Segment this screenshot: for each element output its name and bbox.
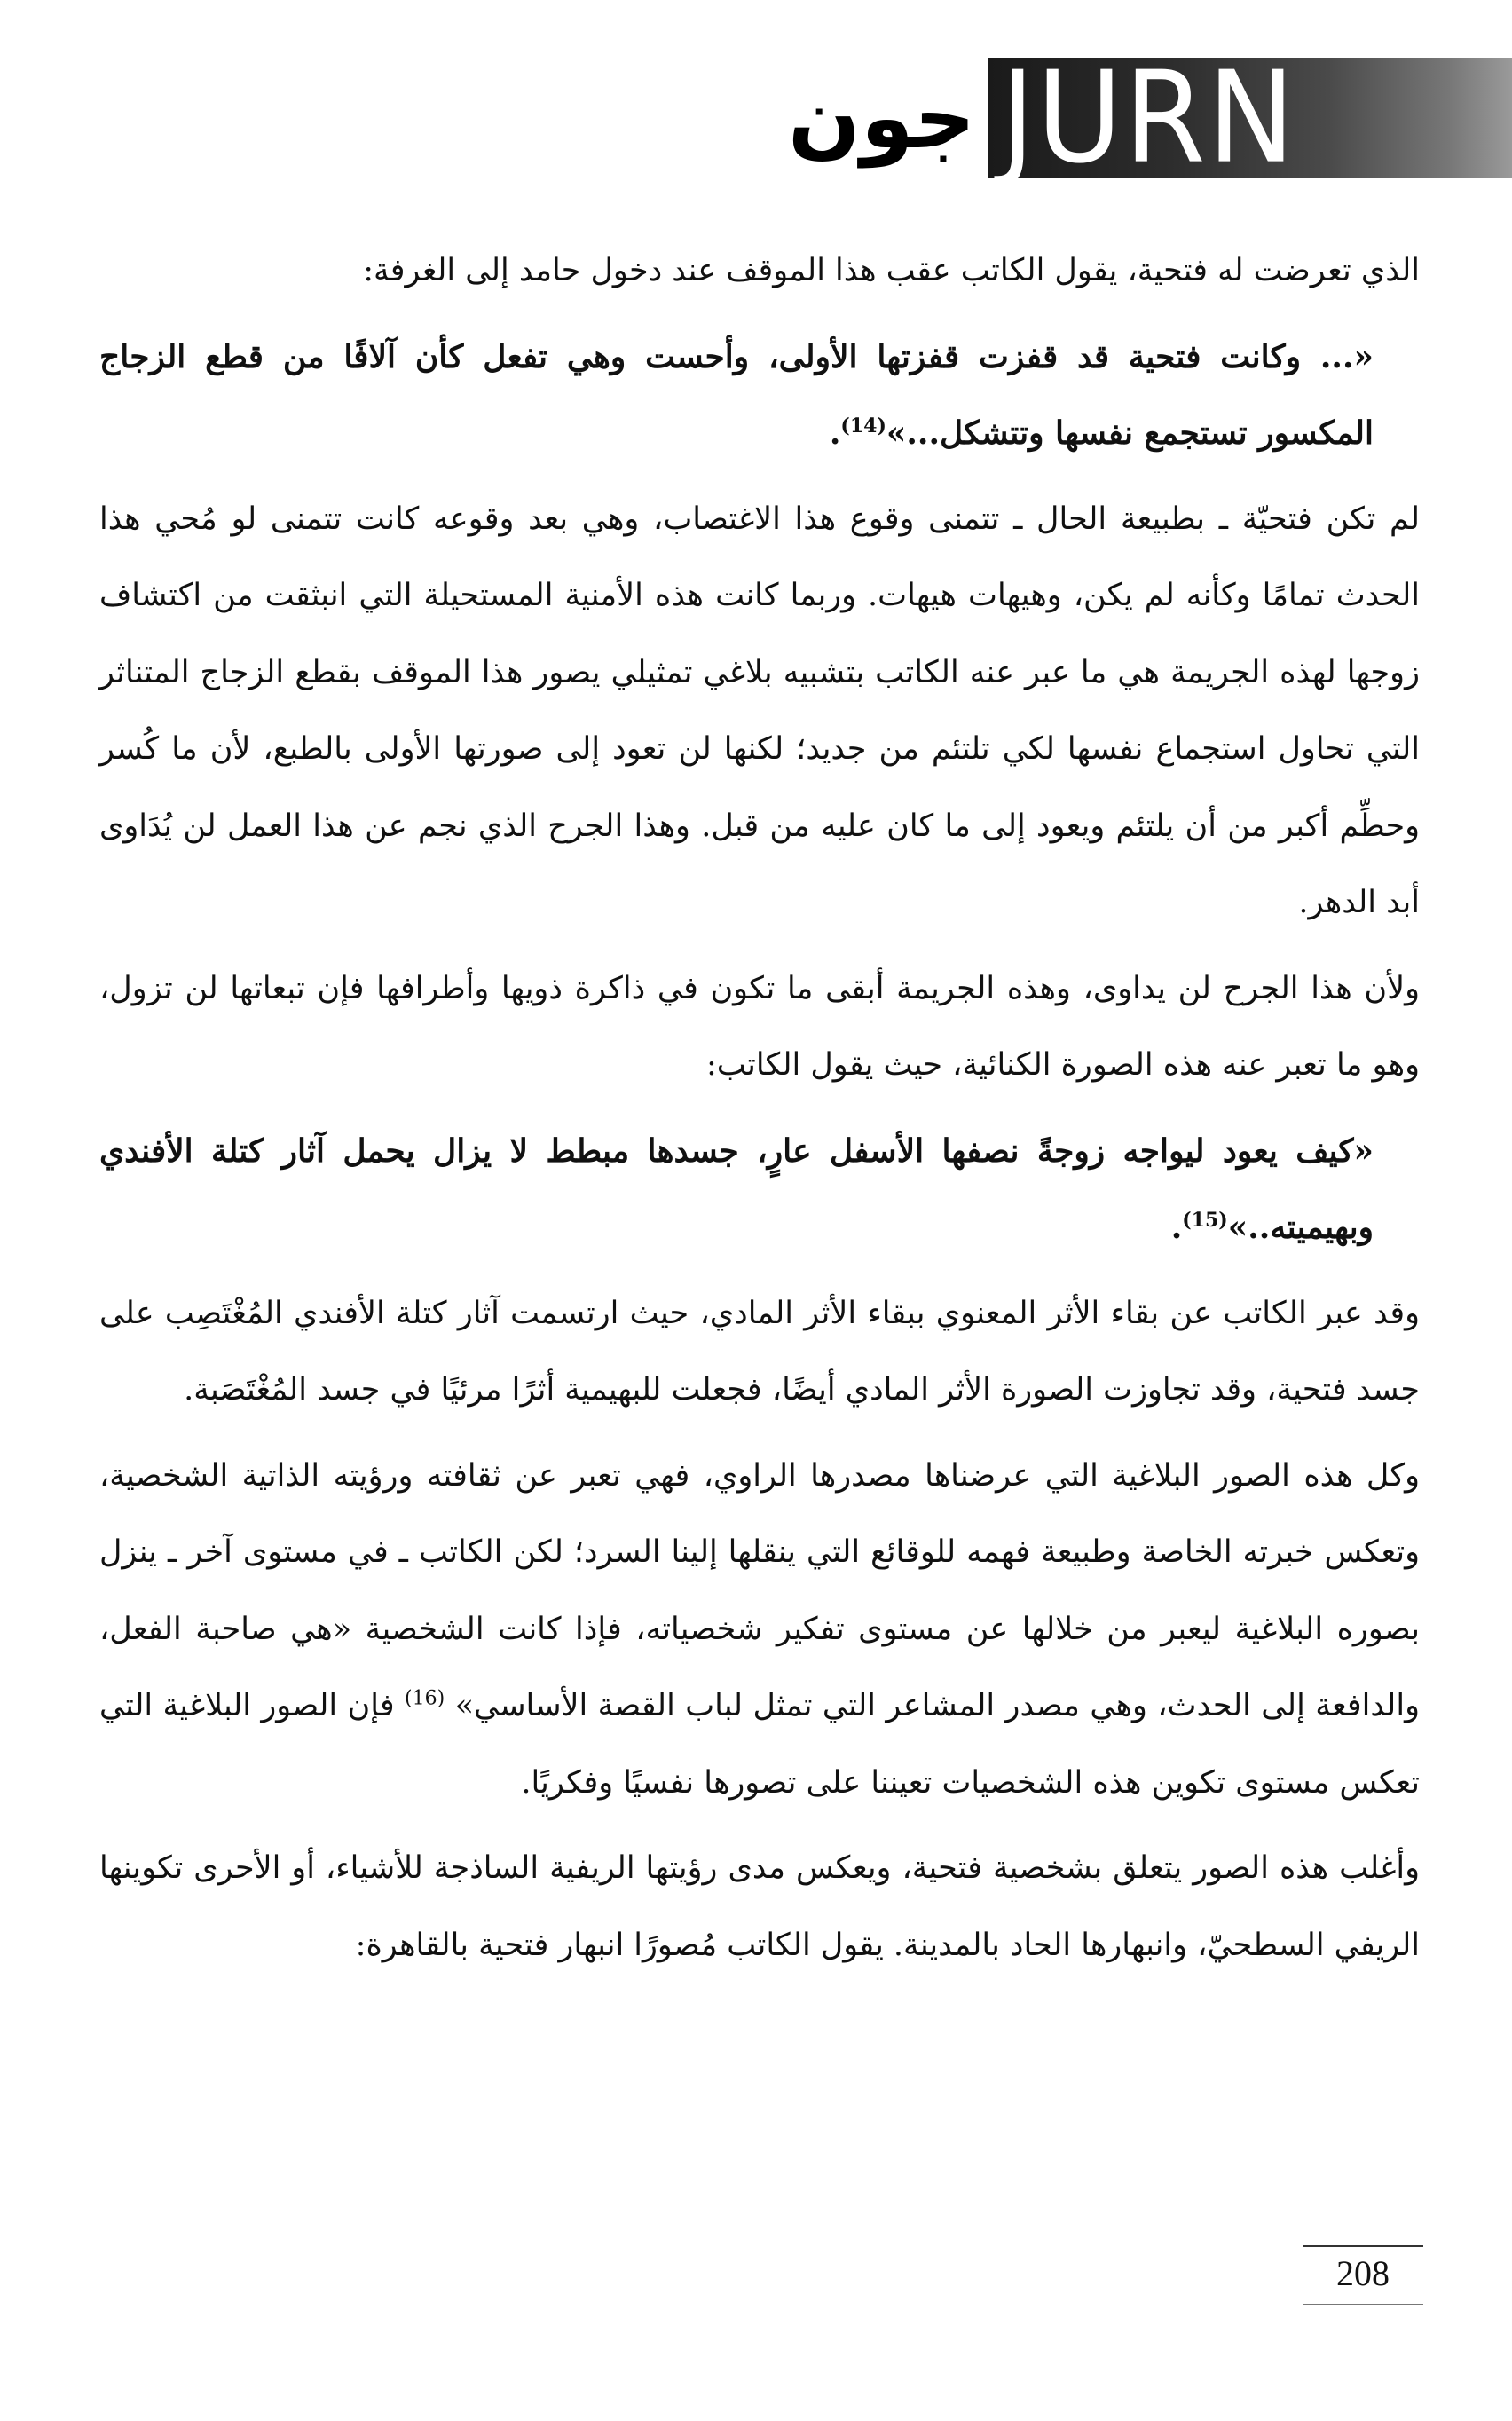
page-number-rule-top xyxy=(1303,2245,1423,2247)
paragraph-1: الذي تعرضت له فتحية، يقول الكاتب عقب هذا الموقف عند دخول حامد إلى الغرفة: xyxy=(363,253,1420,288)
footnote-ref-16: (16) xyxy=(405,1687,445,1710)
quote-1-end: . xyxy=(829,414,841,452)
journal-masthead xyxy=(788,43,1512,193)
paragraph-4: وقد عبر الكاتب عن بقاء الأثر المعنوي ببقاء الأثر المادي، حيث ارتسمت آثار كتلة الأفندي المُغْتَصِب على جسد فتحية، وقد تجاوزت الصورة الأثر المادي أيضًا، فجعلت للبهيمية أثرًا مرئيًا في جسد المُغْتَصَبة. xyxy=(99,1295,1420,1408)
footnote-ref-14: (14) xyxy=(840,414,886,438)
page-number: 208 xyxy=(1336,2253,1390,2293)
paragraph-5-part-1: وكل هذه الصور البلاغية التي عرضناها مصدرها الراوي، فهي تعبر عن ثقافته ورؤيته الذاتية الشخصية، وتعكس خبرته الخاصة وطبيعة فهمه للوقائع التي ينقلها إلينا السرد؛ لكن الكاتب ـ في مستوى آخر ـ ينزل بصوره البلاغية ليعبر من خلالها عن مستوى تفكير شخصياته، فإذا كانت الشخصية «هي صاحبة الفعل، والدافعة إلى الحدث، وهي مصدر المشاعر التي تمثل لباب القصة الأساسي» xyxy=(99,1457,1420,1723)
block-quote-2 xyxy=(99,1113,1374,1266)
article-body xyxy=(99,233,1420,1992)
quote-1-text: «... وكانت فتحية قد قفزت قفزتها الأولى، وأحست وهي تفعل كأن آلافًا من قطع الزجاج المكسور تستجمع نفسها وتتشكل...» xyxy=(99,337,1374,452)
masthead-latin-logo: JURN xyxy=(1000,43,1297,193)
page-number-rule-bottom xyxy=(1303,2304,1423,2305)
paragraph-3: ولأن هذا الجرح لن يداوى، وهذه الجريمة أبقى ما تكون في ذاكرة ذويها وأطرافها فإن تبعاتها لن تزول، وهو ما تعبر عنه هذه الصورة الكنائية، حيث يقول الكاتب: xyxy=(99,970,1420,1083)
paragraph-5 xyxy=(99,1438,1420,1822)
block-quote-1 xyxy=(99,319,1374,472)
paragraph-2: لم تكن فتحيّة ـ بطبيعة الحال ـ تتمنى وقوع هذا الاغتصاب، وهي بعد وقوعه كانت تتمنى لو مُحي هذا الحدث تمامًا وكأنه لم يكن، وهيهات هيهات. وربما كانت هذه الأمنية المستحيلة التي انبثقت من اكتشاف زوجها لهذه الجريمة هي ما عبر عنه الكاتب بتشبيه بلاغي تمثيلي يصور هذا الموقف بقطع الزجاج المتناثر التي تحاول استجماع نفسها لكي تلتئم من جديد؛ لكنها لن تعود إلى صورتها الأولى بالطبع، لأن ما كُسر وحطِّم أكبر من أن يلتئم ويعود إلى ما كان عليه من قبل. وهذا الجرح الذي نجم عن هذا العمل لن يُدَاوى أبد الدهر. xyxy=(99,501,1421,920)
footnote-ref-15: (15) xyxy=(1182,1209,1228,1232)
quote-2-text: «كيف يعود ليواجه زوجةً نصفها الأسفل عارٍ، جسدها مبطط لا يزال يحمل آثار كتلة الأفندي وبهيميته..» xyxy=(99,1132,1374,1246)
masthead-arabic-logo: جون xyxy=(788,68,976,168)
paragraph-6: وأغلب هذه الصور يتعلق بشخصية فتحية، ويعكس مدى رؤيتها الريفية الساذجة للأشياء، أو الأحرى تكوينها الريفي السطحيّ، وانبهارها الحاد بالمدينة. يقول الكاتب مُصورًا انبهار فتحية بالقاهرة: xyxy=(99,1850,1420,1963)
paragraph-5-part-2: فإن الصور البلاغية التي تعكس مستوى تكوين هذه الشخصيات تعيننا على تصورها نفسيًا وفكريًا. xyxy=(99,1688,1420,1801)
quote-2-end: . xyxy=(1170,1209,1183,1246)
masthead-latin-banner xyxy=(988,43,1512,193)
